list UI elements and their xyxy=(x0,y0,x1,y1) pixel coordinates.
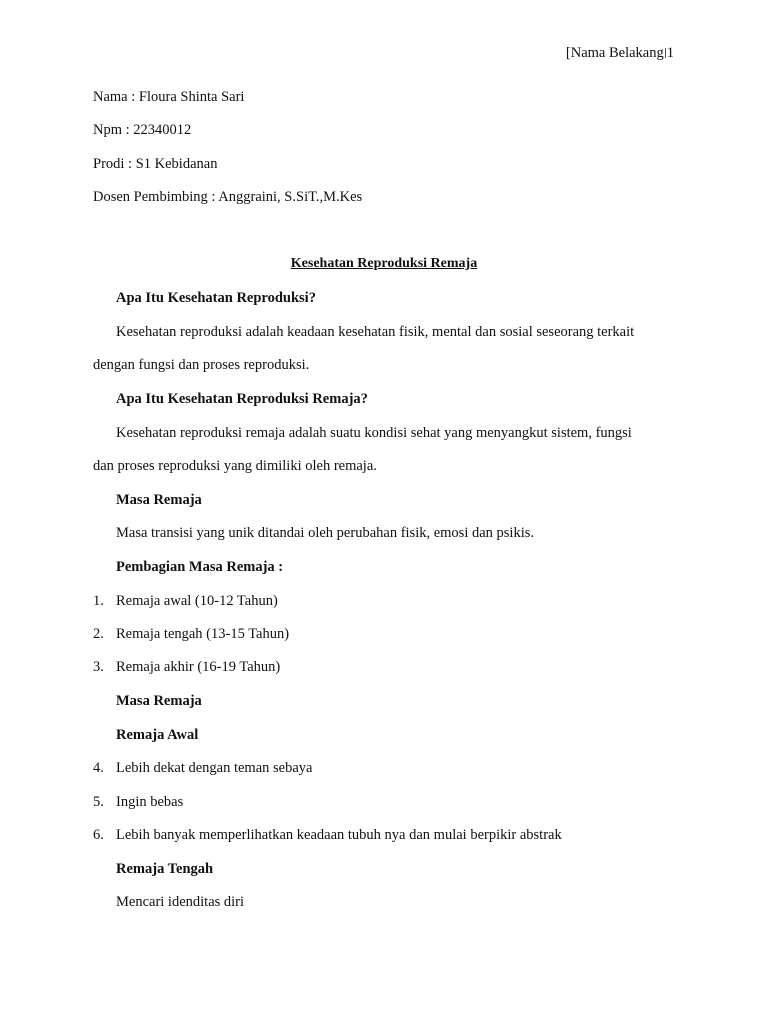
running-header xyxy=(566,44,674,62)
paragraph-kespro-line1: Kesehatan reproduksi adalah keadaan kesehatan fisik, mental dan sosial seseorang terkait xyxy=(116,324,635,340)
document-title: Kesehatan Reproduksi Remaja xyxy=(290,256,478,271)
list-item-number: 6. xyxy=(93,827,104,843)
list-item-number: 2. xyxy=(93,626,104,642)
list-item: Remaja akhir (16-19 Tahun) xyxy=(116,659,281,675)
paragraph-masa-remaja: Masa transisi yang unik ditandai oleh perubahan fisik, emosi dan psikis. xyxy=(116,525,535,541)
student-dosen: Dosen Pembimbing : Anggraini, S.SiT.,M.Kes xyxy=(93,189,363,205)
heading-apa-itu-kespro: Apa Itu Kesehatan Reproduksi? xyxy=(116,290,316,306)
text-cursor-mark xyxy=(665,48,666,58)
heading-remaja-tengah: Remaja Tengah xyxy=(116,861,214,877)
paragraph-kespro-line2: dengan fungsi dan proses reproduksi. xyxy=(93,357,310,373)
heading-remaja-awal: Remaja Awal xyxy=(116,727,199,743)
paragraph-kespro-remaja-line2: dan proses reproduksi yang dimiliki oleh remaja. xyxy=(93,458,377,474)
paragraph-remaja-tengah: Mencari idenditas diri xyxy=(116,894,245,910)
paragraph-kespro-remaja-line1: Kesehatan reproduksi remaja adalah suatu kondisi sehat yang menyangkut sistem, fungsi xyxy=(116,425,632,441)
list-item-number: 4. xyxy=(93,760,104,776)
page-number: 1 xyxy=(666,45,674,61)
heading-pembagian-masa-remaja: Pembagian Masa Remaja : xyxy=(116,559,284,575)
heading-apa-itu-kespro-remaja: Apa Itu Kesehatan Reproduksi Remaja? xyxy=(116,391,368,407)
list-item: Lebih banyak memperlihatkan keadaan tubuh nya dan mulai berpikir abstrak xyxy=(116,827,562,843)
student-prodi: Prodi : S1 Kebidanan xyxy=(93,156,218,172)
list-item: Remaja tengah (13-15 Tahun) xyxy=(116,626,290,642)
list-item: Ingin bebas xyxy=(116,794,184,810)
list-item-number: 1. xyxy=(93,593,104,609)
list-item-number: 5. xyxy=(93,794,104,810)
list-item-number: 3. xyxy=(93,659,104,675)
heading-masa-remaja: Masa Remaja xyxy=(116,492,202,508)
heading-masa-remaja-2: Masa Remaja xyxy=(116,693,202,709)
student-name: Nama : Floura Shinta Sari xyxy=(93,89,245,105)
running-head-text: [Nama Belakang xyxy=(565,45,664,61)
list-item: Remaja awal (10-12 Tahun) xyxy=(116,593,278,609)
student-npm: Npm : 22340012 xyxy=(93,122,192,138)
list-item: Lebih dekat dengan teman sebaya xyxy=(116,760,313,776)
